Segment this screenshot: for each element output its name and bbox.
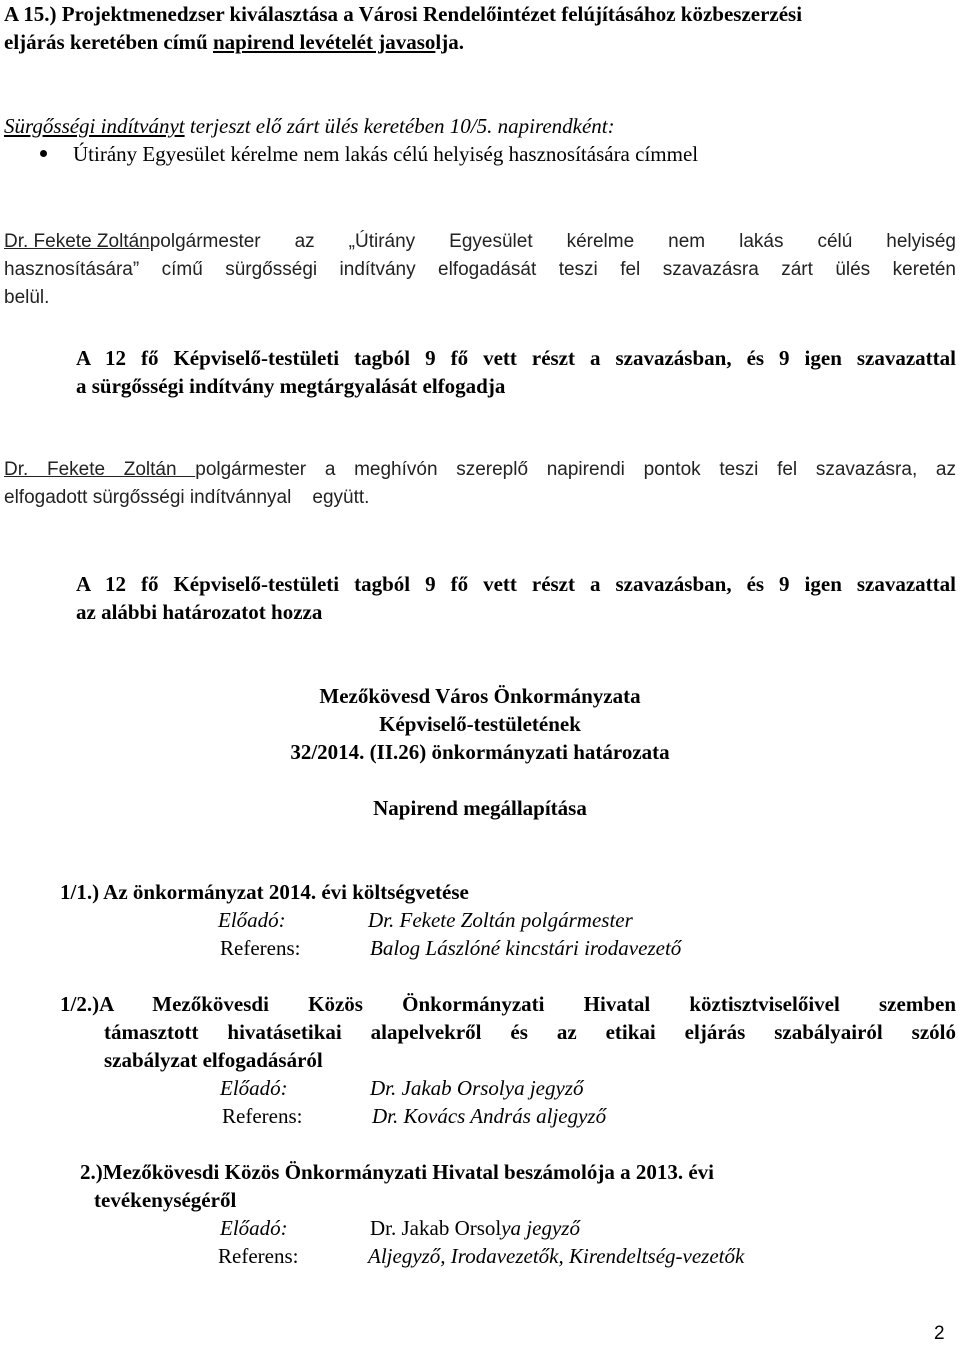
presenter-name-italic: ya jegyző: [501, 1216, 580, 1240]
vote2: [76, 570, 956, 626]
agenda-item-1-title: 1/1.) Az önkormányzat 2014. évi költségvetése: [60, 880, 469, 904]
para2-line1: [4, 456, 956, 484]
para2-line2: elfogadott sürgősségi indítvánnyal együtt.: [4, 487, 370, 508]
referent-label: Referens:: [218, 1244, 299, 1268]
referent-name: Balog Lászlóné kincstári irodavezető: [370, 936, 682, 960]
vote2-line1: A 12 fő Képviselő-testületi tagból 9 fő vett részt a szavazásban, és 9 igen szavazattal: [76, 572, 956, 596]
presenter-name: Dr. Jakab Orsol: [370, 1216, 502, 1240]
para1: [4, 228, 956, 312]
presenter-name: Dr. Jakab Orsolya jegyző: [370, 1076, 584, 1100]
para1-line1-rest: polgármester az „Útirány Egyesület kérelme nem lakás célú helyiség: [149, 231, 956, 252]
presenter-label: Előadó:: [218, 908, 286, 932]
item-15-line2: [4, 28, 934, 56]
resolution-line2: Képviselő-testületének: [379, 712, 581, 736]
agenda-item-3-referent-row: [80, 1242, 940, 1270]
agenda-item-1: [60, 878, 940, 962]
urgent-bullet-text: Útirány Egyesület kérelme nem lakás célú helyiség hasznosítására címmel: [73, 142, 699, 166]
para1-line2: hasznosítására” című sürgősségi indítvány elfogadását teszi fel szavazásra zárt ülés keretén: [4, 259, 956, 280]
agenda-item-1-presenter-row: [60, 906, 940, 934]
vote1: [76, 344, 956, 400]
referent-label: Referens:: [222, 1104, 303, 1128]
agenda-item-2-title-line1: 1/2.)A Mezőkövesdi Közös Önkormányzati Hivatal köztisztviselőivel szemben: [60, 992, 956, 1016]
agenda-item-2-title-line2: támasztott hivatásetikai alapelvekről és az etikai eljárás szabályairól szóló: [104, 1020, 956, 1044]
vote2-line2: az alábbi határozatot hozza: [76, 600, 323, 624]
item-15-end: lja.: [435, 30, 464, 54]
presenter-label: Előadó:: [220, 1076, 288, 1100]
presenter-name: Dr. Fekete Zoltán polgármester: [368, 908, 633, 932]
agenda-item-2-referent-row: [60, 1102, 956, 1130]
urgent-intro-rest: terjeszt elő zárt ülés keretében 10/5. napirendként:: [184, 114, 615, 138]
agenda-item-3-title-line1: 2.)Mezőkövesdi Közös Önkormányzati Hivatal beszámolója a 2013. évi: [80, 1160, 715, 1184]
vote1-line1: A 12 fő Képviselő-testületi tagból 9 fő vett részt a szavazásban, és 9 igen szavazattal: [76, 346, 956, 370]
resolution-line1: Mezőkövesd Város Önkormányzata: [319, 684, 641, 708]
para2-name: Dr. Fekete Zoltán: [4, 459, 196, 480]
item-15-text: eljárás keretében című: [4, 30, 213, 54]
agenda-item-2-title-line3: szabályzat elfogadásáról: [104, 1048, 323, 1072]
referent-name: Dr. Kovács András aljegyző: [372, 1104, 607, 1128]
presenter-label: Előadó:: [220, 1216, 288, 1240]
bullet-icon: [40, 150, 47, 157]
urgent-intro: [4, 112, 934, 140]
agenda-item-3: [80, 1158, 940, 1270]
para2: [4, 456, 956, 512]
resolution-line3: 32/2014. (II.26) önkormányzati határozata: [290, 740, 670, 764]
item-15-title: A 15.) Projektmenedzser kiválasztása a Városi Rendelőintézet felújításához közbeszerzési: [4, 2, 803, 26]
resolution-subtitle: Napirend megállapítása: [373, 796, 587, 820]
item-15-line1: [4, 0, 934, 28]
para1-line1: [4, 228, 956, 256]
para1-name: Dr. Fekete Zoltán: [4, 231, 150, 252]
vote1-line2: a sürgősségi indítvány megtárgyalását elfogadja: [76, 374, 506, 398]
agenda-item-3-title-line2: tevékenységéről: [94, 1188, 237, 1212]
referent-label: Referens:: [220, 936, 301, 960]
para2-line1-rest: polgármester a meghívón szereplő napirendi pontok teszi fel szavazásra, az: [195, 459, 956, 480]
resolution-heading: [0, 682, 960, 766]
agenda-item-2: [60, 990, 956, 1130]
urgent-bullet-item: [40, 140, 930, 168]
agenda-item-3-presenter-row: [80, 1214, 940, 1242]
para1-line3: belül.: [4, 287, 50, 308]
agenda-item-1-referent-row: [60, 934, 940, 962]
item-15-underlined: napirend levételét javaso: [212, 30, 436, 54]
agenda-item-2-presenter-row: [60, 1074, 956, 1102]
page-number: 2: [934, 1323, 945, 1344]
urgent-intro-italic: Sürgősségi indítványt: [4, 114, 185, 138]
referent-name: Aljegyző, Irodavezetők, Kirendeltség-vezetők: [368, 1244, 745, 1268]
